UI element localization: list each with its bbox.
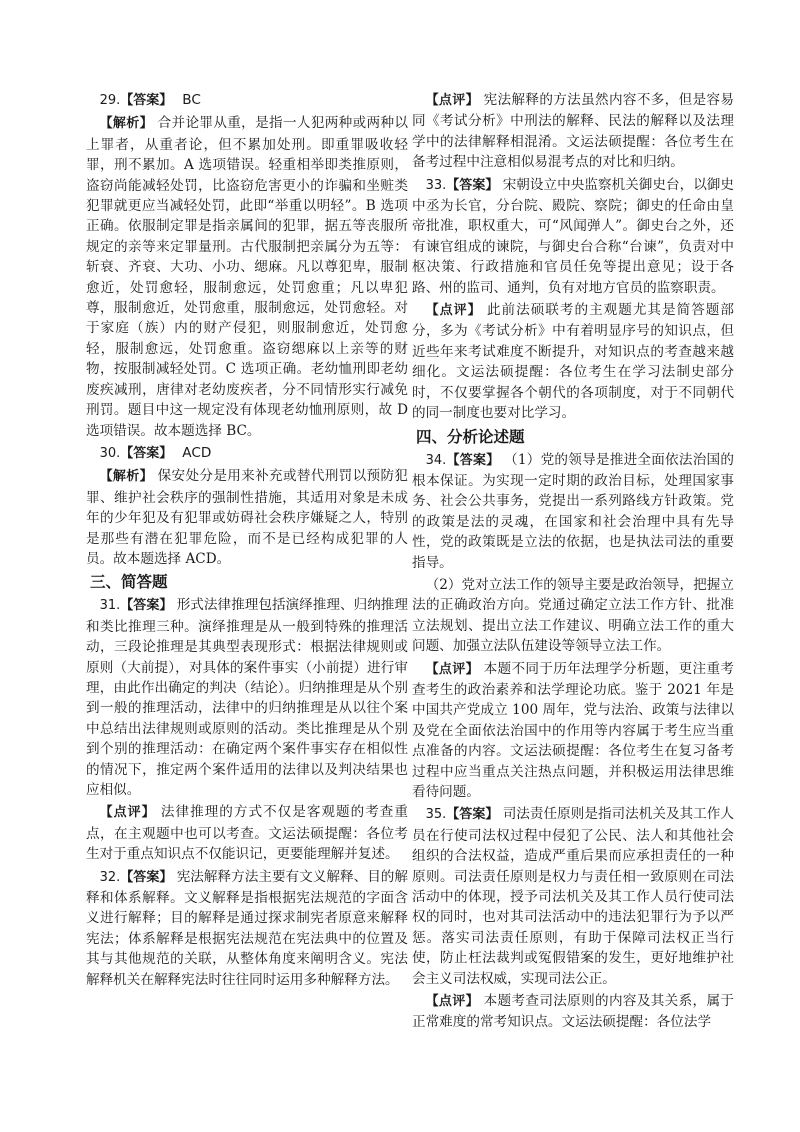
q34-comment: 【点评】 本题不同于历年法理学分析题，更注重考查考生的政治素养和法学理论功底。鉴于 2021 年是中国共产党成立 100 周年，党与法治、政策与法律以及党在全面依法治国中的作用等内容属于考生应当重点准备的内容。文运法硕提醒：各位考生在复习备考过程中应当重点关注热点问题，并积极运用法律思维看待问题。 — [412, 660, 734, 800]
q29-explanation: 【解析】 合并论罪从重，是指一人犯两种或两种以上罪者，从重者论，但不累加处刑。即重罪吸收轻罪，刑不累加。A 选项错误。轻重相举即类推原则，盗窃尚能减轻处罚，比盗窃危害更小的诈骗和坐赃类犯罪就更应当减轻处罚，此即“举重以明轻”。B 选项正确。依服制定罪是指亲属间的犯罪，据五等丧服所规定的亲等来定罪量刑。古代服制把亲属分为五等：斩衰、齐衰、大功、小功、缌麻。凡以尊犯卑，服制愈近，处罚愈轻，服制愈远，处罚愈重；凡以卑犯尊，服制愈近，处罚愈重，服制愈远，处罚愈轻。对于家庭（族）内的财产侵犯，则服制愈近，处罚愈轻，服制愈远，处罚愈重。盗窃缌麻以上亲等的财物，按服制减轻处罚。C 选项正确。老幼恤刑即老幼废疾减刑，唐律对老幼废疾者，分不同情形实行减免刑罚。题目中这一规定没有体现老幼恤刑原则，故 D 选项错误。故本题选择 BC。 — [86, 115, 408, 439]
q35-answer: 35.【答案】 司法责任原则是指司法机关及其工作人员在行使司法权过程中侵犯了公民、法人和其他社会组织的合法权益，造成严重后果而应承担责任的一种原则。司法责任原则是权力与责任相一致原则在司法活动中的体现，授予司法机关及其工作人员行使司法权的同时，也对其司法活动中的违法犯罪行为予以严惩。落实司法责任原则，有助于保障司法权正当行使，防止枉法裁判或冤假错案的发生，更好地维护社会主义司法权威，实现司法公正。 — [412, 806, 735, 987]
q30-explanation: 【解析】 保安处分是用来补充或替代刑罚以预防犯罪、维护社会秩序的强制性措施，其适用对象是未成年的少年犯及有犯罪或妨碍社会秩序嫌疑之人，特别是那些有潜在犯罪危险，而不是已经构成犯罪的人员。故本题选择 ACD。 — [86, 468, 408, 567]
q33-answer: 33.【答案】 宋朝设立中央监察机关御史台，以御史中丞为长官，分台院、殿院、察院；御史的任命由皇帝批准，职权重大，可“风闻弹人”。御史台之外，还有谏官组成的谏院，与御史台合称“台谏”，负责对中枢决策、行政措施和官员任免等提出意见；设于各路、州的监司、通判，负有对地方官员的监察职责。 — [412, 176, 735, 296]
q33-comment: 【点评】 此前法硕联考的主观题尤其是简答题部分，多为《考试分析》中有着明显序号的知识点，但近些年来考试难度不断提升，对知识点的考查越来越细化。文运法硕提醒：各位考生在学习法制史部分时，不仅要掌握各个朝代的各项制度，对于不同朝代的同一制度也要对比学习。 — [412, 302, 734, 422]
q35-comment: 【点评】 本题考查司法原则的内容及其关系，属于正常难度的常考知识点。文运法硕提醒：各位法学 — [412, 993, 734, 1031]
q32-answer: 32.【答案】 宪法解释方法主要有文义解释、目的解释和体系解释。文义解释是指根据宪法规范的字面含义进行解释；目的解释是通过探求制宪者原意来解释宪法；体系解释是根据宪法规范在宪法典中的位置及其与其他规范的关联，从整体角度来阐明含义。宪法解释机关在解释宪法时往往同时运用多种解释方法。 — [86, 868, 409, 988]
q34-answer-part2: （2）党对立法工作的领导主要是政治领导，把握立法的正确政治方向。党通过确定立法工作方针、批准立法规划、提出立法工作建议、明确立法工作的重大问题、加强立法队伍建设等领导立法工作。 — [412, 576, 734, 655]
q32-comment: 【点评】 宪法解释的方法虽然内容不多，但是容易同《考试分析》中刑法的解释、民法的解释以及法理学中的法律解释相混淆。文运法硕提醒：各位考生在备考过程中注意相似易混考点的对比和归纳。 — [412, 92, 734, 171]
left-column — [86, 90, 408, 992]
q29-answer: 29.【答案】 BC — [99, 92, 201, 108]
q34-answer: 34.【答案】 （1）党的领导是推进全面依法治国的根本保证。为实现一定时期的政治目标，处理国家事务、社会公共事务，党提出一系列路线方针政策。党的政策是法的灵魂，在国家和社会治理中具有先导性，党的政策既是立法的依据，也是执法司法的重要指导。 — [412, 451, 734, 571]
q31-answer: 31.【答案】 形式法律推理包括演绎推理、归纳推理和类比推理三种。演绎推理是从一般到特殊的推理活动，三段论推理是其典型表现形式：根据法律规则或原则（大前提），对具体的案件事实（小前提）进行审理，由此作出确定的判决（结论）。归纳推理是从个别到一般的推理活动，法律中的归纳推理是从以往个案中总结出法律规则或原则的活动。类比推理是从个别到个别的推理活动：在确定两个案件事实存在相似性的情况下，推定两个案件适用的法律以及判决结果也应相似。 — [86, 597, 409, 798]
right-column — [412, 90, 734, 1035]
q31-comment: 【点评】 法律推理的方式不仅是客观题的考查重点，在主观题中也可以考查。文运法硕提醒：各位考生对于重点知识点不仅能识记，更要能理解并复述。 — [86, 804, 408, 863]
section-3-heading: 三、简答题 — [90, 573, 168, 592]
section-4-heading: 四、分析论述题 — [416, 427, 525, 446]
q30-answer: 30.【答案】 ACD — [99, 444, 212, 461]
